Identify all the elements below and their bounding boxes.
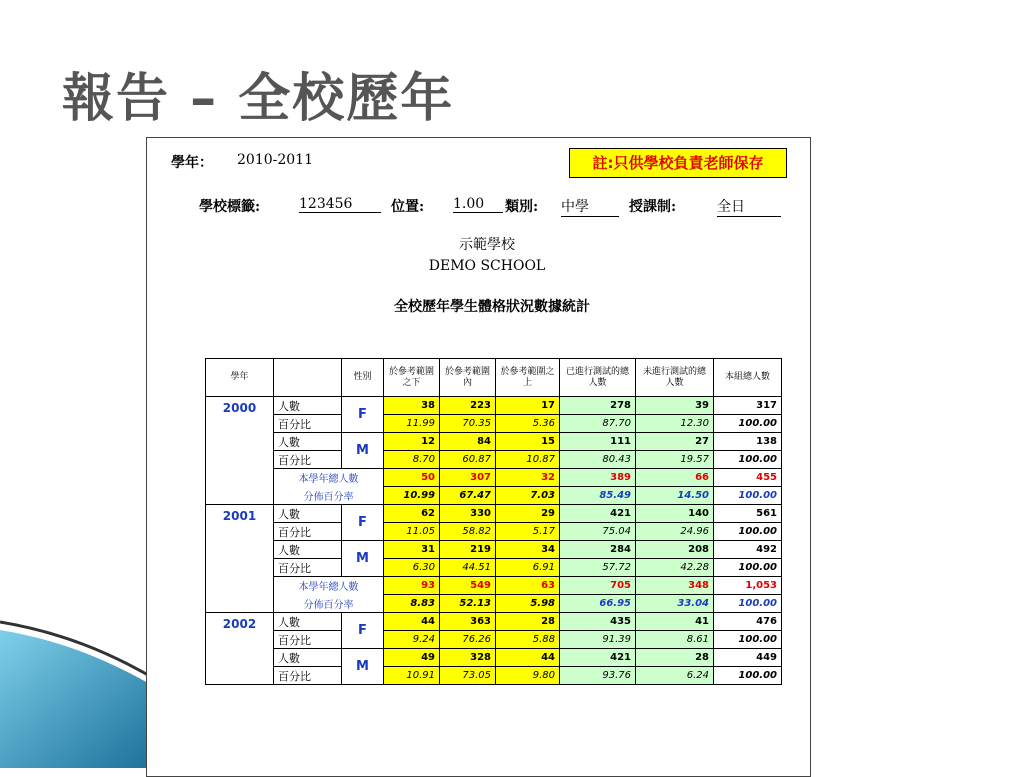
cell: 91.39 (560, 631, 636, 649)
cell: 8.70 (384, 451, 440, 469)
cell: 208 (636, 541, 714, 559)
table-row (206, 469, 782, 487)
table-row (206, 577, 782, 595)
cell: 10.99 (384, 487, 440, 505)
sum-pct-label: 分佈百分率 (274, 595, 384, 613)
cell: 93.76 (560, 667, 636, 685)
table-row (206, 613, 782, 631)
sex-cell: M (342, 433, 384, 469)
year-cell: 2002 (206, 613, 274, 685)
cell: 57.72 (560, 559, 636, 577)
cell: 15 (496, 433, 560, 451)
cell: 44.51 (440, 559, 496, 577)
cell: 11.99 (384, 415, 440, 433)
cell: 29 (496, 505, 560, 523)
cell: 49 (384, 649, 440, 667)
cell: 328 (440, 649, 496, 667)
cell: 455 (714, 469, 782, 487)
cell: 39 (636, 397, 714, 415)
cell: 5.36 (496, 415, 560, 433)
row-label: 百分比 (274, 415, 342, 433)
cell: 34 (496, 541, 560, 559)
cell: 66 (636, 469, 714, 487)
cell: 52.13 (440, 595, 496, 613)
table-row (206, 523, 782, 541)
cell: 100.00 (714, 523, 782, 541)
cell: 80.43 (560, 451, 636, 469)
cell: 100.00 (714, 451, 782, 469)
cell: 10.91 (384, 667, 440, 685)
row-label: 人數 (274, 613, 342, 631)
notice-box: 註:只供學校負責老師保存 (569, 148, 787, 178)
cell: 223 (440, 397, 496, 415)
report-document (146, 137, 811, 777)
cell: 476 (714, 613, 782, 631)
stats-table (205, 358, 782, 685)
year-cell: 2001 (206, 505, 274, 613)
cell: 6.24 (636, 667, 714, 685)
table-row (206, 433, 782, 451)
cell: 8.61 (636, 631, 714, 649)
session-label: 授課制: (629, 199, 677, 215)
cell: 28 (496, 613, 560, 631)
cell: 278 (560, 397, 636, 415)
position-value: 1.00 (453, 196, 503, 213)
cell: 14.50 (636, 487, 714, 505)
sex-cell: F (342, 505, 384, 541)
col-header (274, 359, 342, 397)
cell: 70.35 (440, 415, 496, 433)
report-title: 全校歷年學生體格狀況數據統計 (394, 299, 590, 315)
cell: 66.95 (560, 595, 636, 613)
row-label: 人數 (274, 541, 342, 559)
sum-count-label: 本學年總人數 (274, 577, 384, 595)
cell: 41 (636, 613, 714, 631)
row-label: 百分比 (274, 523, 342, 541)
cell: 19.57 (636, 451, 714, 469)
header-row (206, 359, 782, 397)
cell: 1,053 (714, 577, 782, 595)
cell: 219 (440, 541, 496, 559)
school-code-label: 學校標籤: (199, 199, 261, 215)
cell: 317 (714, 397, 782, 415)
cell: 12 (384, 433, 440, 451)
cell: 100.00 (714, 487, 782, 505)
school-name-zh: 示範學校 (459, 237, 515, 253)
table-row (206, 487, 782, 505)
table-row (206, 397, 782, 415)
col-header: 性別 (342, 359, 384, 397)
row-label: 人數 (274, 433, 342, 451)
col-header: 未進行測試的總人數 (636, 359, 714, 397)
sex-cell: M (342, 541, 384, 577)
cell: 32 (496, 469, 560, 487)
cell: 363 (440, 613, 496, 631)
cell: 6.30 (384, 559, 440, 577)
cell: 28 (636, 649, 714, 667)
cell: 492 (714, 541, 782, 559)
cell: 44 (384, 613, 440, 631)
cell: 705 (560, 577, 636, 595)
year-cell: 2000 (206, 397, 274, 505)
type-value: 中學 (561, 196, 619, 217)
cell: 17 (496, 397, 560, 415)
cell: 84 (440, 433, 496, 451)
cell: 11.05 (384, 523, 440, 541)
table-row (206, 415, 782, 433)
cell: 5.88 (496, 631, 560, 649)
cell: 60.87 (440, 451, 496, 469)
cell: 140 (636, 505, 714, 523)
col-header: 於參考範圍之上 (496, 359, 560, 397)
cell: 93 (384, 577, 440, 595)
table-row (206, 649, 782, 667)
slide-title: 報告 – 全校歷年 (62, 69, 455, 129)
cell: 63 (496, 577, 560, 595)
table-row (206, 559, 782, 577)
school-code: 123456 (299, 196, 381, 213)
type-label: 類別: (505, 199, 539, 215)
cell: 10.87 (496, 451, 560, 469)
cell: 75.04 (560, 523, 636, 541)
cell: 5.98 (496, 595, 560, 613)
cell: 111 (560, 433, 636, 451)
cell: 421 (560, 505, 636, 523)
cell: 9.24 (384, 631, 440, 649)
cell: 27 (636, 433, 714, 451)
session-value: 全日 (717, 196, 781, 217)
cell: 73.05 (440, 667, 496, 685)
year-value: 2010-2011 (237, 152, 313, 168)
cell: 100.00 (714, 667, 782, 685)
cell: 7.03 (496, 487, 560, 505)
row-label: 人數 (274, 505, 342, 523)
cell: 12.30 (636, 415, 714, 433)
sex-cell: F (342, 397, 384, 433)
cell: 284 (560, 541, 636, 559)
cell: 42.28 (636, 559, 714, 577)
row-label: 人數 (274, 397, 342, 415)
cell: 138 (714, 433, 782, 451)
cell: 33.04 (636, 595, 714, 613)
table-row (206, 631, 782, 649)
col-header: 學年 (206, 359, 274, 397)
cell: 100.00 (714, 595, 782, 613)
year-label: 學年： (171, 155, 213, 171)
col-header: 已進行測試的總人數 (560, 359, 636, 397)
row-label: 百分比 (274, 559, 342, 577)
cell: 76.26 (440, 631, 496, 649)
cell: 5.17 (496, 523, 560, 541)
cell: 100.00 (714, 415, 782, 433)
cell: 50 (384, 469, 440, 487)
col-header: 於參考範圍之下 (384, 359, 440, 397)
row-label: 百分比 (274, 631, 342, 649)
cell: 24.96 (636, 523, 714, 541)
sum-pct-label: 分佈百分率 (274, 487, 384, 505)
table-row (206, 595, 782, 613)
row-label: 人數 (274, 649, 342, 667)
school-name-en: DEMO SCHOOL (428, 258, 546, 274)
cell: 6.91 (496, 559, 560, 577)
cell: 389 (560, 469, 636, 487)
cell: 31 (384, 541, 440, 559)
row-label: 百分比 (274, 451, 342, 469)
table-row (206, 667, 782, 685)
table-row (206, 505, 782, 523)
cell: 8.83 (384, 595, 440, 613)
cell: 100.00 (714, 559, 782, 577)
cell: 67.47 (440, 487, 496, 505)
cell: 330 (440, 505, 496, 523)
sex-cell: M (342, 649, 384, 685)
col-header: 本組總人數 (714, 359, 782, 397)
cell: 549 (440, 577, 496, 595)
cell: 100.00 (714, 631, 782, 649)
col-header: 於參考範圍內 (440, 359, 496, 397)
cell: 435 (560, 613, 636, 631)
position-label: 位置: (391, 199, 425, 215)
cell: 44 (496, 649, 560, 667)
cell: 87.70 (560, 415, 636, 433)
cell: 561 (714, 505, 782, 523)
sex-cell: F (342, 613, 384, 649)
table-row (206, 451, 782, 469)
table-row (206, 541, 782, 559)
cell: 58.82 (440, 523, 496, 541)
cell: 62 (384, 505, 440, 523)
cell: 449 (714, 649, 782, 667)
sum-count-label: 本學年總人數 (274, 469, 384, 487)
corner-decoration (0, 600, 160, 768)
cell: 307 (440, 469, 496, 487)
cell: 85.49 (560, 487, 636, 505)
row-label: 百分比 (274, 667, 342, 685)
cell: 348 (636, 577, 714, 595)
cell: 9.80 (496, 667, 560, 685)
cell: 38 (384, 397, 440, 415)
cell: 421 (560, 649, 636, 667)
